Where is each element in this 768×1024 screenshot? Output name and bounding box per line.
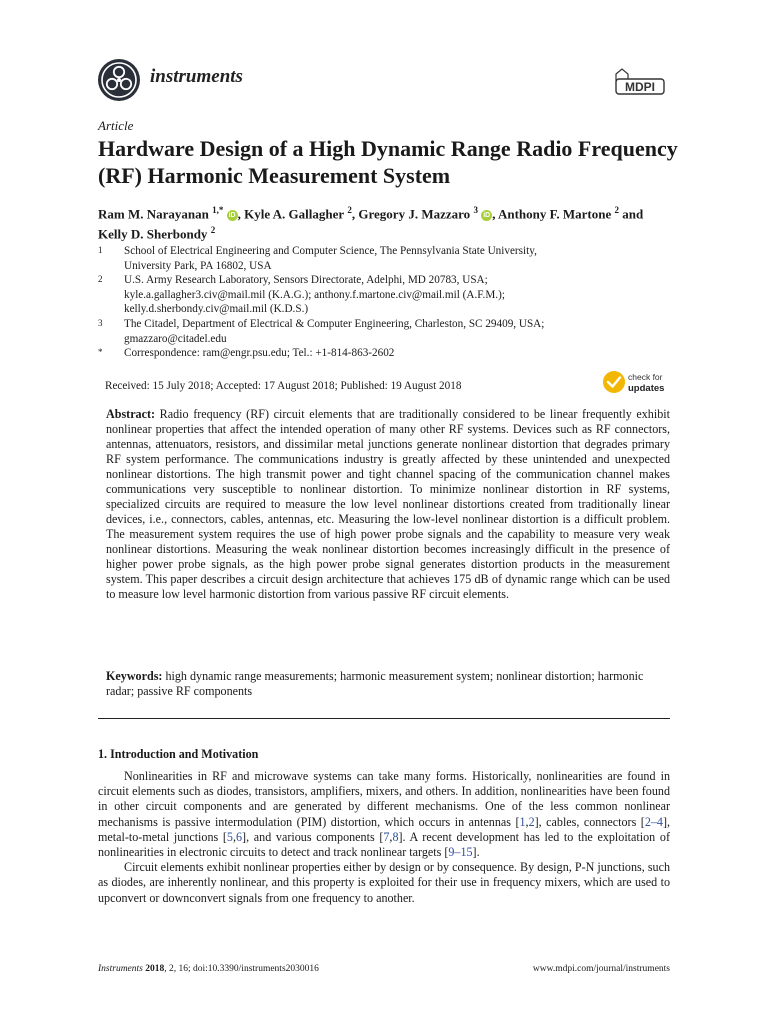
author-name: Anthony F. Martone <box>497 206 612 222</box>
affiliation-mark: 1,* <box>212 205 224 215</box>
abstract-text: Radio frequency (RF) circuit elements that are traditionally considered to be linear frequently exhibit nonlinear properties that affect the intended operation of many other RF systems. Devices such as RF connectors, antennas, attenuators, resistors, and dissimilar metal junctions generate nonlinear distortion that degrades primary RF system performance. The communications industry is greatly affected by these unintended and unexpected nonlinear distortions. The high transmit power and tight channel spacing of the communication channel makes communications very susceptible to nonlinear distortion. To minimize nonlinear distortion in RF systems, specialized circuits are required to measure the low level nonlinear distortions created from traditionally linear devices, i.e., connectors, cables, antennas, etc. Measuring the low-level nonlinear distortion is a difficult problem. The measurement system requires the use of high power probe signals and the capability to measure very weak nonlinear distortions. Measuring the weak nonlinear distortion becomes increasingly difficult in the presence of higher power probe signals, as the high power probe signal generates distortion products in the measurement system. This paper describes a circuit design architecture that achieves 175 dB of dynamic range which can be used to measure low level harmonic distortion from various passive RF circuit elements. <box>106 407 670 601</box>
affiliation-item: 2 U.S. Army Research Laboratory, Sensors Directorate, Adelphi, MD 20783, USA; kyle.a.gallagher3.civ@mail.mil (K.A.G.); anthony.f.martone.civ@mail.mil (A.F.M.); kelly.d.sherbondy.civ@mail.mil (K.D.S.) <box>98 274 505 316</box>
section-heading: 1. Introduction and Motivation <box>98 747 259 761</box>
paragraph: Nonlinearities in RF and microwave systems can take many forms. Historically, nonlinearities are found in circuit elements such as diodes, transistors, amplifiers, mixers, and others. In addition, nonlinearities have been found in other circuit components and are generated by different mechanisms. One of the less common nonlinear mechanisms is passive intermodulation (PIM) distortion, which occurs in antennas [1,2], cables, connectors [2–4], metal-to-metal junctions [5,6], and various components [7,8]. A recent development has led to the exploitation of nonlinearities in electronic circuits to detect and track nonlinear targets [9–15]. <box>98 769 671 860</box>
mdpi-logo-text: MDPI <box>625 80 655 94</box>
author-name: Gregory J. Mazzaro <box>358 206 471 222</box>
citation-link[interactable]: 5 <box>226 829 233 844</box>
citation-link[interactable]: 2–4 <box>644 814 663 829</box>
affiliation-mark: 2 <box>210 225 216 236</box>
citation-link[interactable]: 7 <box>383 829 390 844</box>
author-name: Kelly D. Sherbondy <box>98 226 208 242</box>
section-divider <box>98 718 670 719</box>
keywords-text: high dynamic range measurements; harmonic measurement system; nonlinear distortion; harmonic radar; passive RF components <box>106 669 644 698</box>
orcid-icon[interactable]: iD <box>483 212 491 220</box>
affiliation-number: 3 <box>98 317 103 328</box>
affiliation-number: 1 <box>98 245 103 255</box>
body-text <box>98 769 670 906</box>
email-link[interactable]: gmazzaro@citadel.edu <box>124 332 227 345</box>
citation-link[interactable]: 2 <box>528 814 535 829</box>
paper-title: Hardware Design of a High Dynamic Range Radio Frequency (RF) Harmonic Measurement System <box>98 136 678 188</box>
author-list: Ram M. Narayanan $^{1,*}$ iD , Kyle A. Gallagher $^2$, Gregory J. Mazzaro $^3$ iD , Anthony F. Martone $^2$ and Kelly D. Sherbondy $^2$ <box>98 205 644 242</box>
keywords-label: Keywords: <box>106 669 163 683</box>
keywords <box>106 669 670 699</box>
footer-url[interactable]: www.mdpi.com/journal/instruments <box>532 964 670 974</box>
check-badge-line1: check for <box>628 372 663 382</box>
affiliation-item: 1 School of Electrical Engineering and Computer Science, The Pennsylvania State University, University Park, PA 16802, USA <box>98 245 537 272</box>
author-name: Ram M. Narayanan <box>98 206 209 222</box>
publication-dates: Received: 15 July 2018; Accepted: 17 August 2018; Published: 19 August 2018 <box>105 380 462 392</box>
citation-link[interactable]: 6 <box>236 829 243 844</box>
abstract-label: Abstract: <box>106 407 156 421</box>
paragraph: Circuit elements exhibit nonlinear properties either by design or by consequence. By design, P-N junctions, such as diodes, are inherently nonlinear, and this property is exploited for their use in frequency mixers, which are used to upconvert or downconvert signals from one frequency to another. <box>98 860 670 905</box>
footer-citation: Instruments 2018, 2, 16; doi:10.3390/instruments2030016 <box>98 964 319 974</box>
orcid-icon[interactable]: iD <box>228 212 236 220</box>
email-link[interactable]: kyle.a.gallagher3.civ@mail.mil (K.A.G.); anthony.f.martone.civ@mail.mil (A.F.M.); <box>124 288 505 301</box>
abstract <box>106 407 670 602</box>
article-type: Article <box>98 118 134 133</box>
affiliation-mark: 2 <box>614 205 620 215</box>
email-link[interactable]: kelly.d.sherbondy.civ@mail.mil (K.D.S.) <box>124 303 309 316</box>
affiliation-number: 2 <box>98 274 103 285</box>
citation-link[interactable]: 9–15 <box>448 845 473 860</box>
instruments-logo-icon <box>97 58 141 102</box>
affiliation-mark: 3 <box>473 205 478 215</box>
mdpi-logo <box>612 68 666 98</box>
correspondence-text: Correspondence: ram@engr.psu.edu; Tel.: +1-814-863-2602 <box>124 347 395 360</box>
affiliations <box>98 244 678 361</box>
check-badge-line2: updates <box>628 383 665 394</box>
citation-link[interactable]: 8 <box>392 829 399 844</box>
affiliation-item: 3 The Citadel, Department of Electrical & Computer Engineering, Charleston, SC 29409, USA; gmazzaro@citadel.edu <box>98 317 545 345</box>
correspondence <box>98 346 678 361</box>
citation-link[interactable]: 1 <box>519 814 526 829</box>
affiliation-number: * <box>98 347 103 358</box>
journal-name: instruments <box>150 66 243 87</box>
check-for-updates-button[interactable] <box>602 368 682 396</box>
affiliation-mark: 2 <box>347 205 352 215</box>
author-name: Kyle A. Gallagher <box>244 206 345 222</box>
